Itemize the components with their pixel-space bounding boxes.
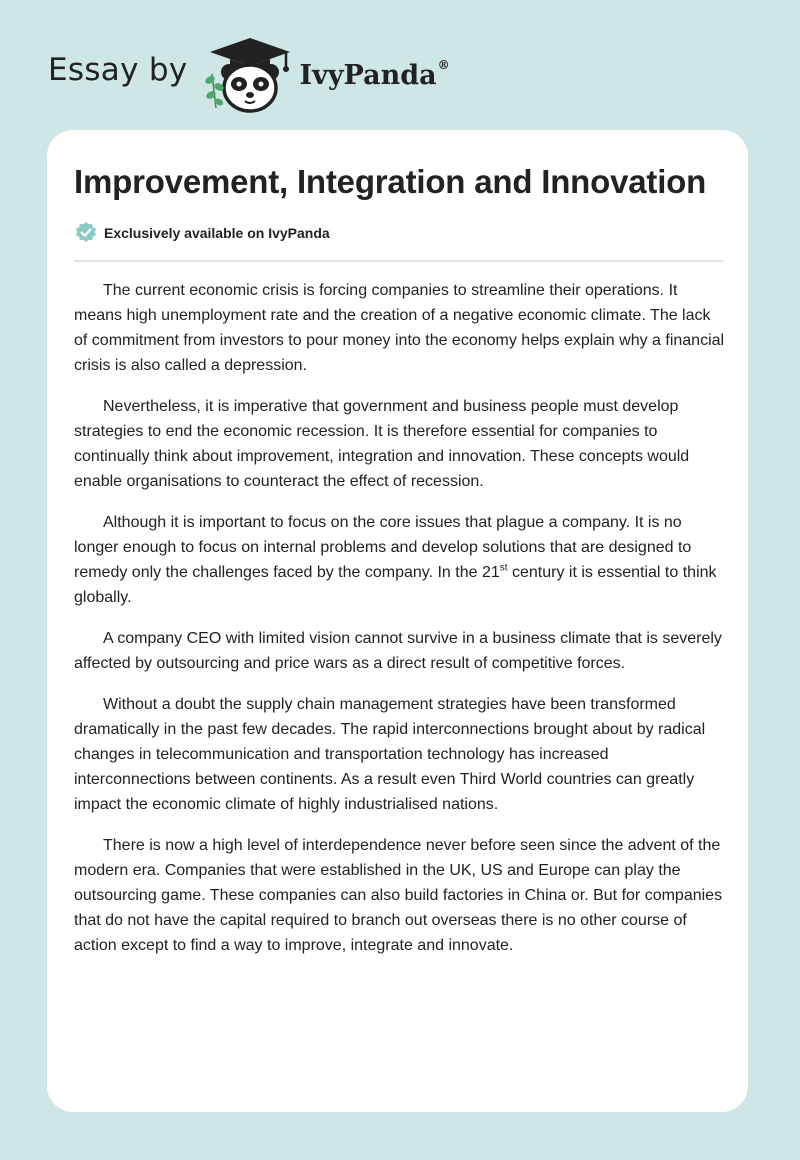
trademark-symbol: ® (437, 57, 450, 72)
brand-name (299, 57, 450, 91)
paragraph: Without a doubt the supply chain management strategies have been transformed dramatically in the past few decades. The rapid interconnections brought about by radical changes in telecommunication and transportation technology has increased interconnections between continents. As a result even Third World countries can greatly impact the economic climate of highly industrialised nations. (74, 696, 706, 813)
availability-badge (74, 221, 330, 245)
availability-label: Exclusively available on IvyPanda (104, 225, 330, 241)
check-badge-icon (74, 221, 98, 245)
paragraph: A company CEO with limited vision cannot survive in a business climate that is severely affected by outsourcing and price wars as a direct result of competitive forces. (74, 630, 722, 672)
paragraph: Nevertheless, it is imperative that government and business people must develop strategies to end the economic recession. It is therefore essential for companies to continually think about improvement, integration and innovation. These concepts would enable organisations to counteract the effect of recession. (74, 398, 690, 490)
paragraph: There is now a high level of interdependence never before seen since the advent of the modern era. Companies that were established in the UK, US and Europe can play the outsourcing game. These companies can also build factories in China or. But for companies that do not have the capital required to branch out overseas there is no other course of action except to find a way to improve, integrate and innovate. (74, 837, 723, 954)
brand-prefix: Essay by (48, 52, 188, 88)
paragraph: The current economic crisis is forcing companies to streamline their operations. It means high unemployment rate and the creation of a negative economic climate. The lack of commitment from investors to pour money into the economy helps explain why a financial crisis is also called a depression. (74, 282, 725, 374)
site-header (48, 34, 450, 114)
page-title: Improvement, Integration and Innovation (74, 163, 707, 200)
title-divider (74, 260, 723, 262)
paragraph (74, 510, 726, 610)
essay-card (47, 130, 748, 1112)
ordinal-suffix: st (499, 562, 508, 574)
paragraph-text-after: century it is essential to think globally. (74, 564, 717, 606)
essay-body (74, 278, 726, 974)
paragraph-text-before: Although it is important to focus on the core issues that plague a company. It is no longer enough to focus on internal problems and develop solutions that are designed to remedy only the challenges faced by the company. In the 21 (74, 514, 692, 581)
brand-name-text: IvyPanda (299, 59, 437, 91)
panda-graduate-icon[interactable] (204, 34, 296, 114)
